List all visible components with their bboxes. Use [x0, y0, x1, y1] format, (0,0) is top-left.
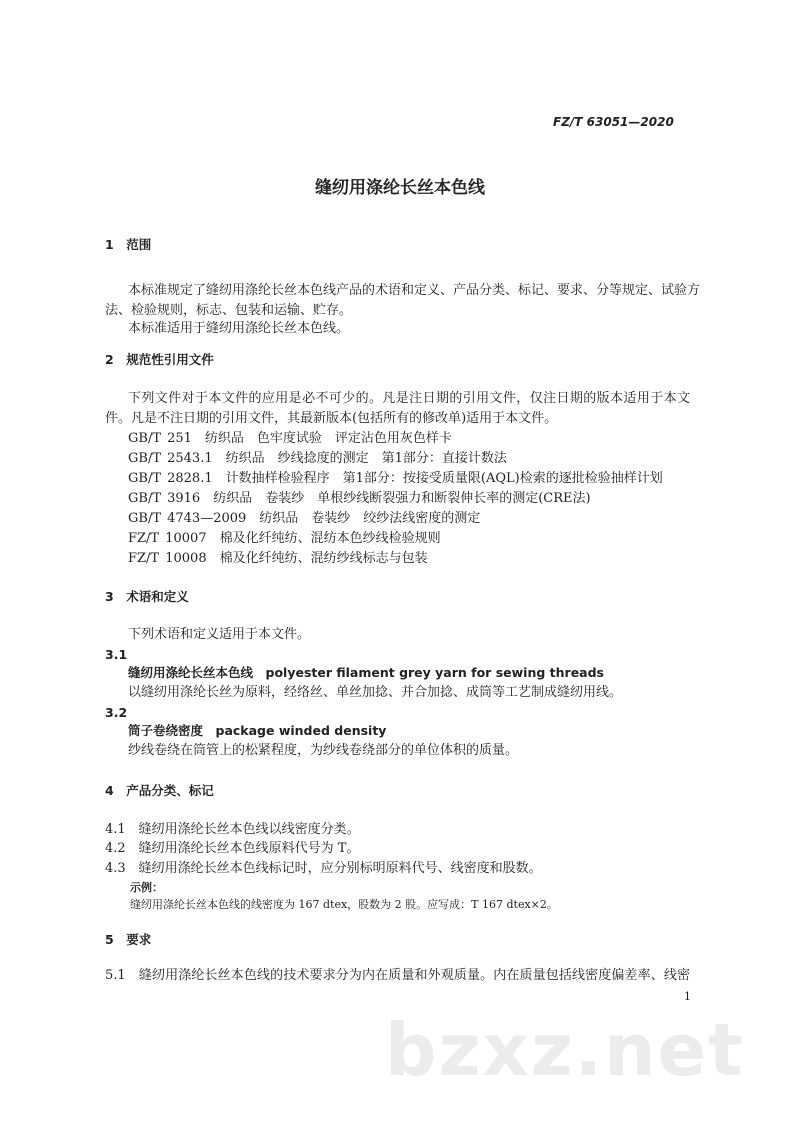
- reference-item: GB/T 2828.1 计数抽样检验程序 第1部分：按接受质量限(AQL)检索的逐批检验抽样计划: [128, 471, 663, 486]
- reference-item: FZ/T 10008 棉及化纤纯纺、混纺纱线标志与包装: [128, 551, 428, 566]
- paragraph: 下列文件对于本文件的应用是必不可少的。凡是注日期的引用文件，仅注日期的版本适用于本文: [128, 391, 690, 406]
- standard-code: FZ/T 63051—2020: [553, 115, 674, 129]
- section-5-heading: 5 要求: [105, 932, 152, 947]
- section-3-heading: 3 术语和定义: [105, 589, 189, 604]
- term-definition: 以缝纫用涤纶长丝为原料，经络丝、单丝加捻、并合加捻、成筒等工艺制成缝纫用线。: [128, 685, 623, 700]
- clause-item: 4.1 缝纫用涤纶长丝本色线以线密度分类。: [105, 822, 360, 837]
- clause-item: 4.2 缝纫用涤纶长丝本色线原料代号为 T。: [105, 841, 360, 856]
- term-title: 筒子卷绕密度 package winded density: [128, 723, 387, 738]
- reference-item: GB/T 2543.1 纺织品 纱线捻度的测定 第1部分：直接计数法: [128, 451, 507, 466]
- reference-item: GB/T 4743—2009 纺织品 卷装纱 绞纱法线密度的测定: [128, 511, 481, 526]
- paragraph: 件。凡是不注日期的引用文件，其最新版本(包括所有的修改单)适用于本文件。: [105, 411, 558, 426]
- page-number: 1: [684, 990, 691, 1003]
- clause-item: 5.1 缝纫用涤纶长丝本色线的技术要求分为内在质量和外观质量。内在质量包括线密度偏差率、线密: [105, 968, 690, 983]
- section-4-heading: 4 产品分类、标记: [105, 783, 214, 798]
- example-label: 示例：: [130, 881, 163, 894]
- document-title: 缝纫用涤纶长丝本色线: [315, 178, 485, 198]
- term-title: 缝纫用涤纶长丝本色线 polyester filament grey yarn for sewing threads: [128, 665, 604, 680]
- paragraph: 本标准适用于缝纫用涤纶长丝本色线。: [128, 321, 350, 336]
- paragraph: 本标准规定了缝纫用涤纶长丝本色线产品的术语和定义、产品分类、标记、要求、分等规定、试验方: [128, 283, 701, 298]
- example-text: 缝纫用涤纶长丝本色线的线密度为 167 dtex，股数为 2 股。应写成：T 167 dtex×2。: [130, 898, 558, 911]
- paragraph: 下列术语和定义适用于本文件。: [128, 627, 311, 642]
- reference-item: GB/T 3916 纺织品 卷装纱 单根纱线断裂强力和断裂伸长率的测定(CRE法): [128, 491, 591, 506]
- reference-item: FZ/T 10007 棉及化纤纯纺、混纺本色纱线检验规则: [128, 531, 441, 546]
- section-1-heading: 1 范围: [105, 237, 152, 252]
- term-number: 3.1: [105, 647, 128, 662]
- reference-item: GB/T 251 纺织品 色牢度试验 评定沾色用灰色样卡: [128, 431, 452, 446]
- section-2-heading: 2 规范性引用文件: [105, 352, 214, 367]
- paragraph: 法、检验规则，标志、包装和运输、贮存。: [105, 303, 353, 318]
- watermark: bzxz.net: [385, 1008, 745, 1092]
- term-definition: 纱线卷绕在筒管上的松紧程度，为纱线卷绕部分的单位体积的质量。: [128, 743, 519, 758]
- clause-item: 4.3 缝纫用涤纶长丝本色线标记时，应分别标明原料代号、线密度和股数。: [105, 861, 542, 876]
- term-number: 3.2: [105, 705, 128, 720]
